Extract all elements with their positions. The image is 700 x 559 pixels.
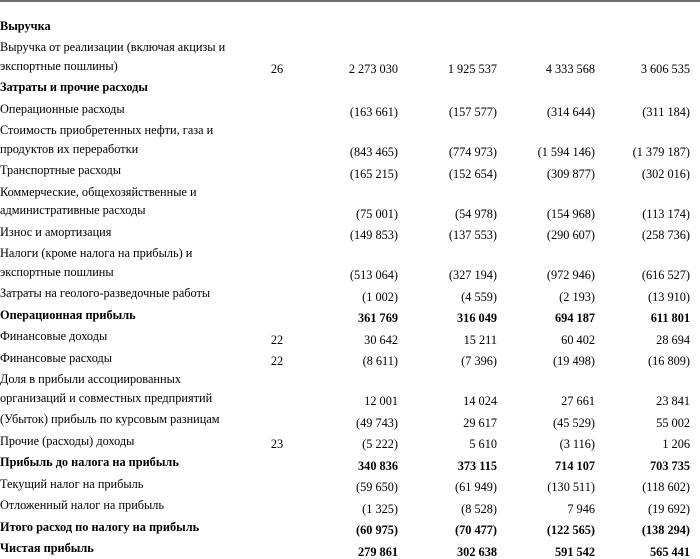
row-value-col3: (122 565) xyxy=(497,516,595,538)
row-value-col2: (152 654) xyxy=(398,160,497,182)
row-label-line: Операционные расходы xyxy=(0,100,248,119)
table-row xyxy=(0,181,700,221)
row-value-col3: (290 607) xyxy=(497,221,595,243)
row-value-col3 xyxy=(497,15,595,37)
row-value-col2: (7 396) xyxy=(398,347,497,369)
row-value-col1: 279 861 xyxy=(306,538,398,559)
row-value-col4: (13 910) xyxy=(595,283,690,305)
row-label-line: Операционная прибыль xyxy=(0,306,248,325)
row-note-reference xyxy=(248,538,306,559)
row-right-padding xyxy=(690,243,700,283)
row-label xyxy=(0,98,248,120)
row-right-padding xyxy=(690,369,700,409)
row-value-col4: (302 016) xyxy=(595,160,690,182)
row-value-col2: (8 528) xyxy=(398,495,497,517)
row-value-col4: (258 736) xyxy=(595,221,690,243)
table-row xyxy=(0,221,700,243)
row-value-col1: (5 222) xyxy=(306,430,398,452)
row-label xyxy=(0,452,248,474)
row-value-col1: (843 465) xyxy=(306,120,398,160)
row-label xyxy=(0,473,248,495)
row-value-col2: (4 559) xyxy=(398,283,497,305)
row-value-col3: 7 946 xyxy=(497,495,595,517)
row-value-col2: (54 978) xyxy=(398,181,497,221)
row-note-reference xyxy=(248,98,306,120)
row-note-reference: 26 xyxy=(248,37,306,77)
table-row xyxy=(0,120,700,160)
row-value-col2: 373 115 xyxy=(398,452,497,474)
row-note-reference xyxy=(248,495,306,517)
table-row xyxy=(0,283,700,305)
row-label-line: Прибыль до налога на прибыль xyxy=(0,453,248,472)
row-value-col1: (163 661) xyxy=(306,98,398,120)
row-right-padding xyxy=(690,283,700,305)
row-value-col3: 714 107 xyxy=(497,452,595,474)
row-label xyxy=(0,37,248,77)
row-value-col1: 12 001 xyxy=(306,369,398,409)
row-value-col3: (3 116) xyxy=(497,430,595,452)
row-note-reference xyxy=(248,283,306,305)
row-label-line: продуктов их переработки xyxy=(0,140,248,159)
row-right-padding xyxy=(690,538,700,559)
row-value-col1: (49 743) xyxy=(306,409,398,431)
table-row xyxy=(0,347,700,369)
top-spacer xyxy=(0,2,700,15)
row-value-col1: (1 002) xyxy=(306,283,398,305)
row-label-line: Текущий налог на прибыль xyxy=(0,475,248,494)
row-label xyxy=(0,538,248,559)
row-value-col1: (1 325) xyxy=(306,495,398,517)
row-value-col3: (130 511) xyxy=(497,473,595,495)
row-value-col2 xyxy=(398,77,497,99)
row-label-line: Прочие (расходы) доходы xyxy=(0,432,248,451)
row-label xyxy=(0,347,248,369)
row-label-line: Транспортные расходы xyxy=(0,161,248,180)
row-value-col4: (16 809) xyxy=(595,347,690,369)
row-right-padding xyxy=(690,98,700,120)
row-note-reference xyxy=(248,369,306,409)
row-value-col3: (45 529) xyxy=(497,409,595,431)
row-value-col1: 340 836 xyxy=(306,452,398,474)
row-value-col2: (137 553) xyxy=(398,221,497,243)
row-label-line: Затраты и прочие расходы xyxy=(0,78,248,97)
row-value-col3: (19 498) xyxy=(497,347,595,369)
row-value-col3: (1 594 146) xyxy=(497,120,595,160)
row-value-col1: 30 642 xyxy=(306,326,398,348)
row-label-line: экспортные пошлины) xyxy=(0,57,248,76)
row-label-line: Доля в прибыли ассоциированных xyxy=(0,370,248,389)
row-right-padding xyxy=(690,452,700,474)
row-value-col1: (59 650) xyxy=(306,473,398,495)
row-note-reference xyxy=(248,452,306,474)
row-value-col2: 1 925 537 xyxy=(398,37,497,77)
row-note-reference xyxy=(248,120,306,160)
row-value-col3: 27 661 xyxy=(497,369,595,409)
row-value-col1: (165 215) xyxy=(306,160,398,182)
row-right-padding xyxy=(690,77,700,99)
row-value-col1: (513 064) xyxy=(306,243,398,283)
row-value-col4: 28 694 xyxy=(595,326,690,348)
row-label xyxy=(0,304,248,326)
row-label-line: Выручка xyxy=(0,17,248,36)
row-label-line: Износ и амортизация xyxy=(0,223,248,242)
row-value-col3: 4 333 568 xyxy=(497,37,595,77)
row-value-col2 xyxy=(398,15,497,37)
row-right-padding xyxy=(690,409,700,431)
row-note-reference xyxy=(248,77,306,99)
table-row xyxy=(0,77,700,99)
row-right-padding xyxy=(690,516,700,538)
table-row xyxy=(0,326,700,348)
table-row xyxy=(0,495,700,517)
table-row xyxy=(0,243,700,283)
row-label-line: Чистая прибыль xyxy=(0,539,248,558)
row-right-padding xyxy=(690,15,700,37)
row-value-col4: 55 002 xyxy=(595,409,690,431)
row-label xyxy=(0,409,248,431)
row-value-col3 xyxy=(497,77,595,99)
row-value-col4 xyxy=(595,15,690,37)
row-label xyxy=(0,160,248,182)
row-value-col4: 565 441 xyxy=(595,538,690,559)
table-row xyxy=(0,538,700,559)
row-right-padding xyxy=(690,304,700,326)
row-note-reference: 22 xyxy=(248,326,306,348)
row-value-col1: (149 853) xyxy=(306,221,398,243)
row-label-line: Финансовые расходы xyxy=(0,349,248,368)
row-label xyxy=(0,15,248,37)
row-value-col3: 694 187 xyxy=(497,304,595,326)
row-right-padding xyxy=(690,37,700,77)
row-value-col1: 361 769 xyxy=(306,304,398,326)
table-row xyxy=(0,304,700,326)
row-value-col4: 611 801 xyxy=(595,304,690,326)
table-row xyxy=(0,452,700,474)
row-note-reference xyxy=(248,160,306,182)
row-right-padding xyxy=(690,430,700,452)
row-value-col3: (2 193) xyxy=(497,283,595,305)
row-value-col4: (19 692) xyxy=(595,495,690,517)
row-value-col2: (157 577) xyxy=(398,98,497,120)
row-value-col4: (311 184) xyxy=(595,98,690,120)
row-note-reference xyxy=(248,15,306,37)
row-value-col4: 703 735 xyxy=(595,452,690,474)
row-value-col2: 302 638 xyxy=(398,538,497,559)
row-value-col2: (70 477) xyxy=(398,516,497,538)
row-value-col3: (309 877) xyxy=(497,160,595,182)
row-label-line: Финансовые доходы xyxy=(0,327,248,346)
table-row xyxy=(0,516,700,538)
row-value-col3: (972 946) xyxy=(497,243,595,283)
table-row xyxy=(0,160,700,182)
row-note-reference xyxy=(248,181,306,221)
row-label-line: экспортные пошлины xyxy=(0,263,248,282)
row-value-col4: (113 174) xyxy=(595,181,690,221)
row-value-col1 xyxy=(306,77,398,99)
row-label-line: Итого расход по налогу на прибыль xyxy=(0,518,248,537)
row-label xyxy=(0,181,248,221)
row-label xyxy=(0,516,248,538)
row-label xyxy=(0,120,248,160)
row-label-line: Выручка от реализации (включая акцизы и xyxy=(0,38,248,57)
row-label-line: Стоимость приобретенных нефти, газа и xyxy=(0,121,248,140)
row-right-padding xyxy=(690,473,700,495)
table-row xyxy=(0,369,700,409)
row-note-reference xyxy=(248,221,306,243)
row-value-col4 xyxy=(595,77,690,99)
row-label xyxy=(0,283,248,305)
table-body xyxy=(0,15,700,559)
row-note-reference xyxy=(248,243,306,283)
row-value-col2: 15 211 xyxy=(398,326,497,348)
table-row xyxy=(0,473,700,495)
row-label-line: (Убыток) прибыль по курсовым разницам xyxy=(0,410,248,429)
row-value-col1: 2 273 030 xyxy=(306,37,398,77)
row-value-col2: (327 194) xyxy=(398,243,497,283)
row-value-col4: (1 379 187) xyxy=(595,120,690,160)
row-note-reference xyxy=(248,516,306,538)
row-label xyxy=(0,369,248,409)
row-value-col2: 5 610 xyxy=(398,430,497,452)
row-label xyxy=(0,221,248,243)
table-row xyxy=(0,409,700,431)
table-row xyxy=(0,15,700,37)
row-value-col4: (616 527) xyxy=(595,243,690,283)
row-note-reference xyxy=(248,304,306,326)
row-note-reference xyxy=(248,409,306,431)
row-value-col3: (154 968) xyxy=(497,181,595,221)
row-value-col2: 14 024 xyxy=(398,369,497,409)
row-note-reference: 23 xyxy=(248,430,306,452)
row-note-reference xyxy=(248,473,306,495)
table-row xyxy=(0,98,700,120)
row-right-padding xyxy=(690,120,700,160)
income-statement-table xyxy=(0,15,700,559)
row-label-line: Коммерческие, общехозяйственные и xyxy=(0,183,248,202)
row-value-col2: 29 617 xyxy=(398,409,497,431)
row-value-col2: 316 049 xyxy=(398,304,497,326)
row-value-col3: (314 644) xyxy=(497,98,595,120)
table-row xyxy=(0,37,700,77)
row-label-line: организаций и совместных предприятий xyxy=(0,389,248,408)
row-value-col1 xyxy=(306,15,398,37)
row-right-padding xyxy=(690,181,700,221)
row-label-line: Отложенный налог на прибыль xyxy=(0,496,248,515)
row-value-col2: (61 949) xyxy=(398,473,497,495)
row-value-col3: 591 542 xyxy=(497,538,595,559)
row-label-line: административные расходы xyxy=(0,201,248,220)
row-value-col4: 23 841 xyxy=(595,369,690,409)
row-label xyxy=(0,495,248,517)
row-label xyxy=(0,77,248,99)
row-value-col4: 1 206 xyxy=(595,430,690,452)
row-note-reference: 22 xyxy=(248,347,306,369)
row-value-col3: 60 402 xyxy=(497,326,595,348)
row-label-line: Налоги (кроме налога на прибыль) и xyxy=(0,244,248,263)
row-right-padding xyxy=(690,495,700,517)
row-value-col1: (60 975) xyxy=(306,516,398,538)
row-label xyxy=(0,430,248,452)
row-right-padding xyxy=(690,347,700,369)
row-label xyxy=(0,243,248,283)
row-right-padding xyxy=(690,160,700,182)
row-value-col1: (8 611) xyxy=(306,347,398,369)
row-label-line: Затраты на геолого-разведочные работы xyxy=(0,284,248,303)
row-right-padding xyxy=(690,326,700,348)
row-value-col4: (118 602) xyxy=(595,473,690,495)
row-value-col1: (75 001) xyxy=(306,181,398,221)
row-right-padding xyxy=(690,221,700,243)
table-row xyxy=(0,430,700,452)
row-value-col4: (138 294) xyxy=(595,516,690,538)
row-label xyxy=(0,326,248,348)
row-value-col4: 3 606 535 xyxy=(595,37,690,77)
row-value-col2: (774 973) xyxy=(398,120,497,160)
